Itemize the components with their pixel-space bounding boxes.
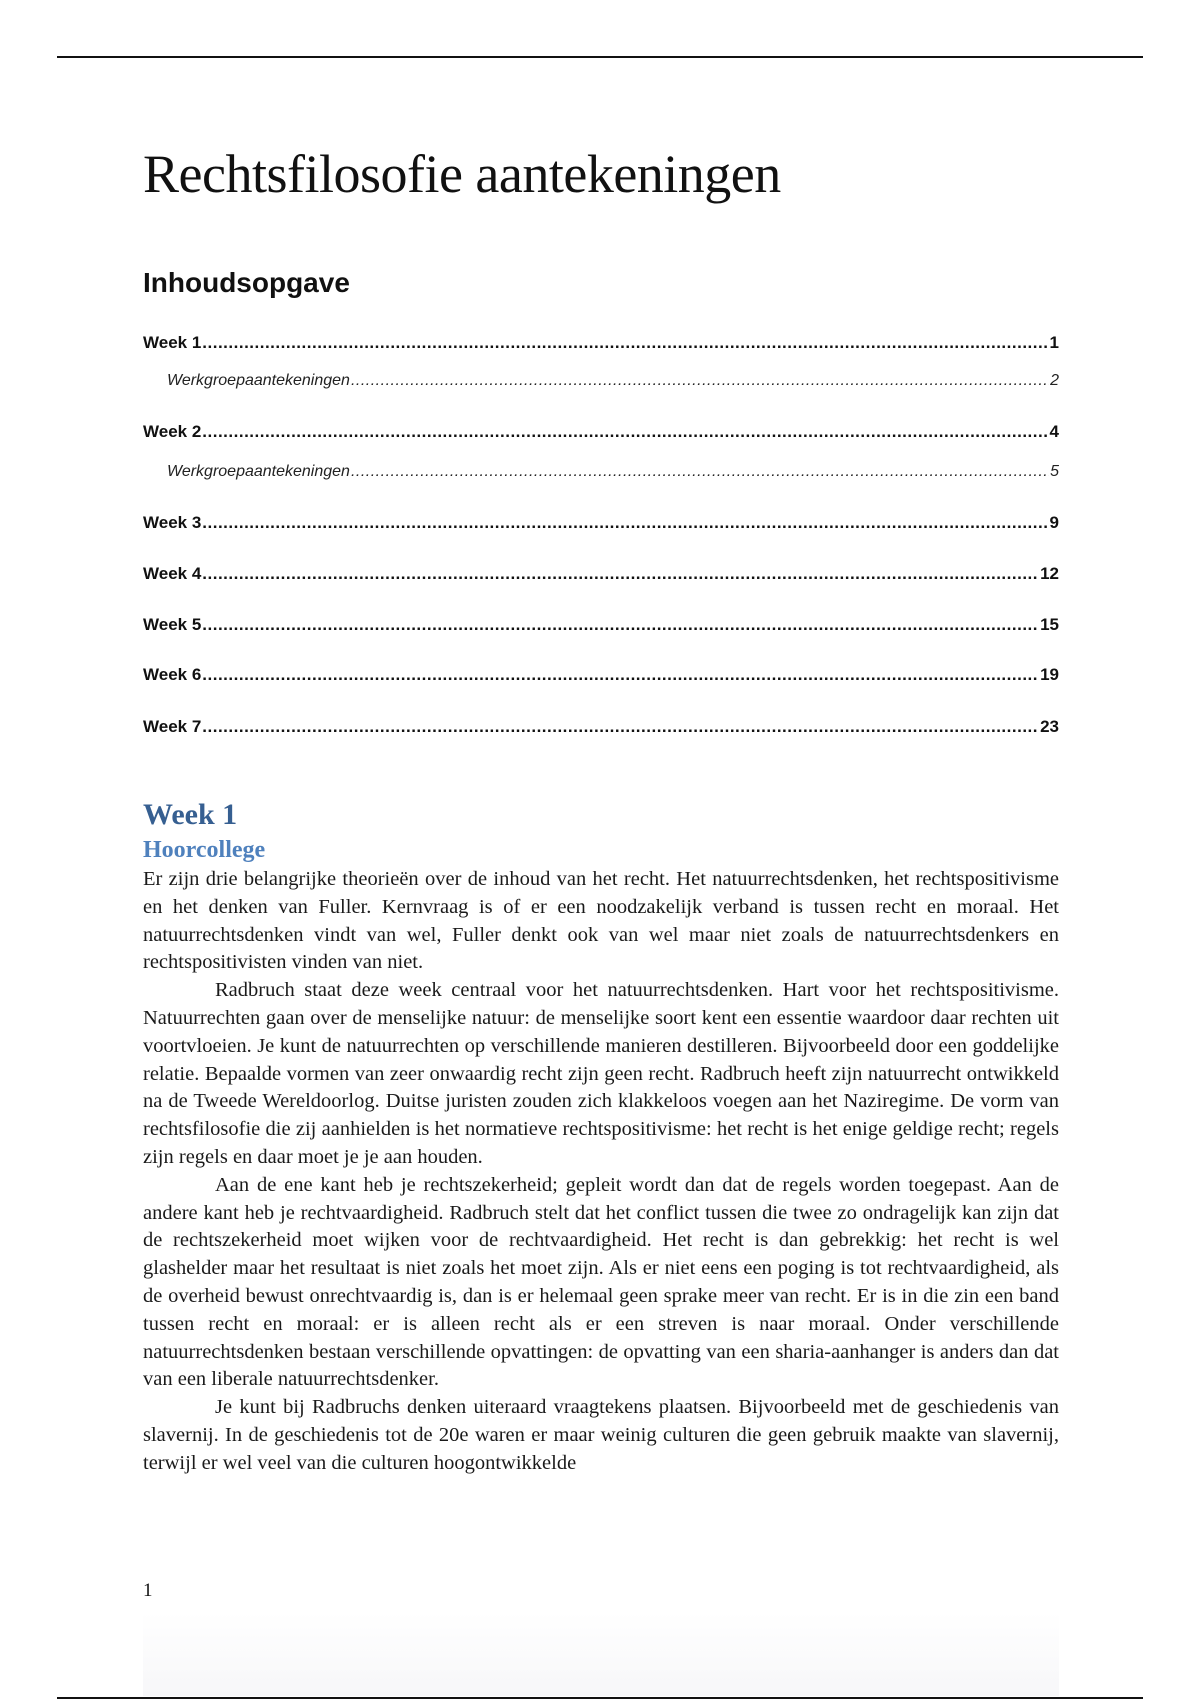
toc-entry-page: 19 bbox=[1040, 665, 1059, 684]
paragraph: Je kunt bij Radbruchs denken uiteraard vraagtekens plaatsen. Bijvoorbeeld met de geschiedenis van slavernij. In de geschiedenis tot de 20e waren er maar weinig culturen die geen gebruik maakte van slavernij, terwijl er wel veel van die culturen hoogontwikkelde bbox=[143, 1396, 1059, 1474]
toc-dot-leader bbox=[202, 614, 1039, 636]
toc-entry-page: 4 bbox=[1049, 422, 1059, 441]
toc-entry-label: Week 2 bbox=[143, 422, 202, 441]
toc-entry-label: Werkgroepaantekeningen bbox=[167, 372, 350, 389]
toc-entry-label: Werkgroepaantekeningen bbox=[167, 463, 350, 480]
toc-entry-week-5[interactable] bbox=[143, 614, 1059, 636]
toc-heading: Inhoudsopgave bbox=[143, 267, 350, 298]
toc-dot-leader bbox=[202, 664, 1039, 686]
toc-entry-werkgroep-week-1[interactable] bbox=[167, 370, 1059, 392]
toc-dot-leader bbox=[202, 332, 1048, 354]
toc-entry-week-3[interactable] bbox=[143, 512, 1059, 534]
subheading-hoorcollege: Hoorcollege bbox=[143, 837, 266, 863]
toc-dot-leader bbox=[202, 512, 1048, 534]
toc-entry-label: Week 5 bbox=[143, 615, 202, 634]
paragraph: Er zijn drie belangrijke theorieën over de inhoud van het recht. Het natuurrechtsdenken, het rechtspositivisme en het denken van Fuller. Kernvraag is of er een noodzakelijk verband is tussen recht en moraal. Het natuurrechtsdenken vindt van wel, Fuller denkt ook van wel maar niet zoals de natuurrechtsdenkers en rechtspositivisten vinden van niet. bbox=[143, 868, 1059, 974]
page-number: 1 bbox=[143, 1580, 153, 1601]
toc-entry-label: Week 3 bbox=[143, 513, 202, 532]
document-title: Rechtsfilosofie aantekeningen bbox=[143, 144, 781, 204]
toc-entry-page: 1 bbox=[1049, 333, 1059, 352]
toc-dot-leader bbox=[202, 563, 1039, 585]
toc-entry-label: Week 1 bbox=[143, 333, 202, 352]
toc-entry-label: Week 7 bbox=[143, 717, 202, 736]
section-heading-week-1: Week 1 bbox=[143, 798, 238, 831]
toc-entry-label: Week 6 bbox=[143, 665, 202, 684]
top-page-rule bbox=[57, 56, 1143, 58]
toc-dot-leader bbox=[202, 421, 1048, 443]
toc-entry-page: 5 bbox=[1050, 463, 1059, 480]
toc-entry-page: 9 bbox=[1049, 513, 1059, 532]
toc-entry-page: 23 bbox=[1040, 717, 1059, 736]
toc-entry-werkgroep-week-2[interactable] bbox=[167, 461, 1059, 483]
paragraph: Radbruch staat deze week centraal voor het natuurrechtsdenken. Hart voor het rechtspositivisme. Natuurrechten gaan over de menselijke natuur: de menselijke soort kent een essentie waardoor daar rechten uit voortvloeien. Je kunt de natuurrechten op verschillende manieren destilleren. Bijvoorbeeld door een goddelijke relatie. Bepaalde vormen van zeer onwaardig recht zijn geen recht. Radbruch heeft zijn natuurrecht ontwikkeld na de Tweede Wereldoorlog. Duitse juristen zouden zich klakkeloos voegen aan het Naziregime. De vorm van rechtsfilosofie die zij aanhielden is het normatieve rechtspositivisme: het recht is het enige geldige recht; regels zijn regels en daar moet je je aan houden. bbox=[143, 979, 1059, 1168]
toc-entry-page: 12 bbox=[1040, 564, 1059, 583]
toc-entry-week-2[interactable] bbox=[143, 421, 1059, 443]
toc-entry-page: 2 bbox=[1050, 372, 1059, 389]
footer-area bbox=[143, 1612, 1059, 1696]
toc-entry-week-6[interactable] bbox=[143, 664, 1059, 686]
toc-entry-label: Week 4 bbox=[143, 564, 202, 583]
toc-entry-week-1[interactable] bbox=[143, 332, 1059, 354]
toc-entry-week-4[interactable] bbox=[143, 563, 1059, 585]
bottom-page-rule bbox=[57, 1697, 1143, 1699]
toc-dot-leader bbox=[202, 716, 1039, 738]
toc-dot-leader bbox=[351, 370, 1049, 392]
body-text bbox=[143, 866, 1059, 1477]
toc-entry-week-7[interactable] bbox=[143, 716, 1059, 738]
toc-entry-page: 15 bbox=[1040, 615, 1059, 634]
paragraph: Aan de ene kant heb je rechtszekerheid; gepleit wordt dan dat de regels worden toegepast. Aan de andere kant heb je rechtvaardigheid. Radbruch stelt dat het conflict tussen die twee zo ondragelijk kan zijn dat de rechtszekerheid moet wijken voor de rechtvaardigheid. Het recht is dan gebrekkig: het recht is wel glashelder maar het resultaat is niet zoals het moet zijn. Als er niet eens een poging is tot rechtvaardigheid, als de overheid bewust onrechtvaardig is, dan is er helemaal geen sprake meer van recht. Er is in die zin een band tussen recht en moraal: er is alleen recht als er een streven is naar moraal. Onder verschillende natuurrechtsdenken bestaan verschillende opvattingen: de opvatting van een sharia-aanhanger is anders dan dat van een liberale natuurrechtsdenker. bbox=[143, 1173, 1059, 1391]
toc-dot-leader bbox=[351, 461, 1049, 483]
